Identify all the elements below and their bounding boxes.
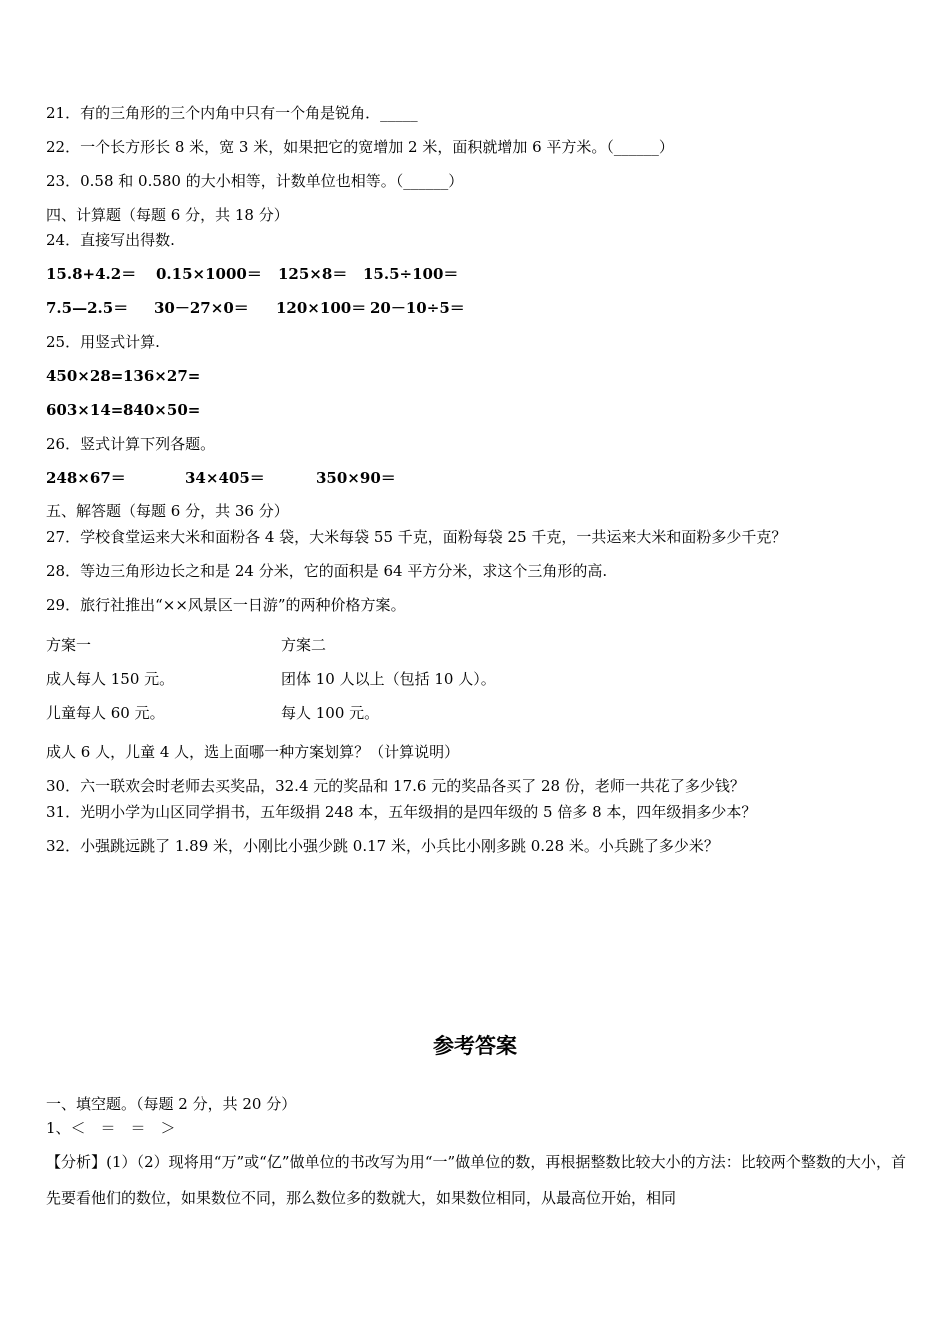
q30: 30．六一联欢会时老师去买奖品，32.4 元的奖品和 17.6 元的奖品各买了 28 份，老师一共花了多少钱？ [46, 777, 745, 795]
calc-item: 15.5÷100＝ [363, 265, 459, 283]
q21: 21．有的三角形的三个内角中只有一个角是锐角．_____ [46, 104, 418, 122]
plan-2-line-1: 团体 10 人以上（包括 10 人）。 [281, 670, 496, 688]
plan-1-title: 方案一 [46, 636, 92, 654]
plan-1-line-1: 成人每人 150 元。 [46, 670, 175, 688]
calc-item: 7.5—2.5＝ [46, 299, 129, 317]
calc-item: 30－27×0＝ [154, 299, 249, 317]
q31: 31．光明小学为山区同学捐书，五年级捐 248 本，五年级捐的是四年级的 5 倍多 8 本，四年级捐多少本？ [46, 803, 757, 821]
calc-item: 603×14= [46, 401, 124, 419]
q24: 24．直接写出得数. [46, 231, 175, 249]
calc-item: 125×8＝ [278, 265, 348, 283]
answers-section-1-heading: 一、填空题。（每题 2 分，共 20 分） [46, 1095, 297, 1113]
answer-1: 1、＜ ＝ ＝ ＞ [46, 1119, 176, 1137]
q27: 27．学校食堂运来大米和面粉各 4 袋，大米每袋 55 千克，面粉每袋 25 千克，一共运来大米和面粉多少千克？ [46, 528, 787, 546]
q28: 28．等边三角形边长之和是 24 分米，它的面积是 64 平方分米，求这个三角形的高. [46, 562, 608, 580]
plan-2-title: 方案二 [281, 636, 327, 654]
section-5-heading: 五、解答题（每题 6 分，共 36 分） [46, 502, 289, 520]
calc-item: 0.15×1000＝ [156, 265, 262, 283]
calc-item: 840×50= [123, 401, 201, 419]
q26: 26．竖式计算下列各题。 [46, 435, 216, 453]
calc-item: 136×27= [123, 367, 201, 385]
plan-2-line-2: 每人 100 元。 [281, 704, 380, 722]
calc-item: 34×405＝ [185, 469, 265, 487]
q25: 25．用竖式计算. [46, 333, 160, 351]
calc-item: 350×90＝ [316, 469, 396, 487]
calc-item: 20－10÷5＝ [370, 299, 465, 317]
section-4-heading: 四、计算题（每题 6 分，共 18 分） [46, 206, 289, 224]
calc-item: 120×100＝ [276, 299, 367, 317]
q22: 22．一个长方形长 8 米，宽 3 米，如果把它的宽增加 2 米，面积就增加 6 平方米。（______） [46, 138, 674, 156]
analysis-paragraph: 【分析】(1）（2）现将用“万”或“亿”做单位的书改写为用“一”做单位的数，再根据整数比较大小的方法：比较两个整数的大小，首先要看他们的数位，如果数位不同，那么数位多的数就大，如果数位相同，从最高位开始，相同 [46, 1153, 906, 1207]
q29: 29．旅行社推出“××风景区一日游”的两种价格方案。 [46, 596, 406, 614]
calc-item: 450×28= [46, 367, 124, 385]
q23: 23．0.58 和 0.580 的大小相等，计数单位也相等。（______） [46, 172, 464, 190]
calc-item: 248×67＝ [46, 469, 126, 487]
answers-title: 参考答案 [433, 1033, 517, 1058]
q32: 32．小强跳远跳了 1.89 米，小刚比小强少跳 0.17 米，小兵比小刚多跳 0.28 米。小兵跳了多少米？ [46, 837, 719, 855]
q29-question: 成人 6 人，儿童 4 人，选上面哪一种方案划算？（计算说明） [46, 743, 460, 761]
plan-1-line-2: 儿童每人 60 元。 [46, 704, 165, 722]
calc-item: 15.8+4.2＝ [46, 265, 137, 283]
